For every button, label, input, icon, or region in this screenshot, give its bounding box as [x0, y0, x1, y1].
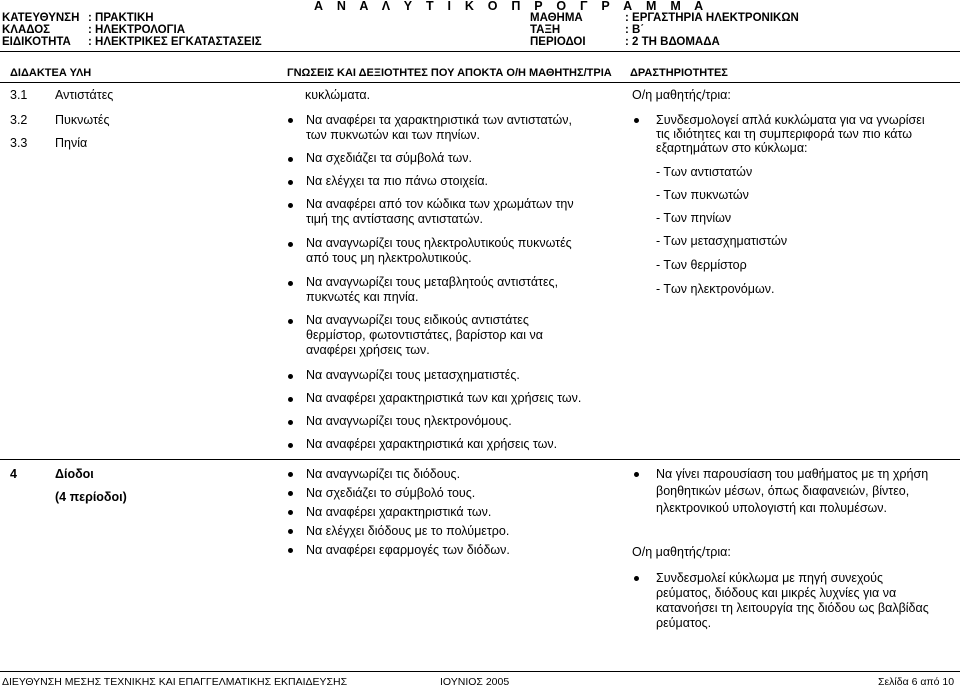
component-item: - Των αντιστατών	[656, 165, 753, 179]
section-number: 4	[10, 467, 17, 481]
bullet-icon	[288, 548, 293, 553]
table-top-rule	[0, 51, 960, 52]
skill-line: Να αναφέρει χαρακτηριστικά των και χρήσεις των.	[306, 391, 582, 405]
activity-line: βοηθητικών μέσων, όπως διαφανειών, βίντεο,	[656, 484, 910, 498]
skill-line: Να αναφέρει τα χαρακτηριστικά των αντιστατών,	[306, 113, 572, 127]
skill-line: Να αναφέρει χαρακτηριστικά και χρήσεις των.	[306, 437, 558, 451]
skill-line: Να αναγνωρίζει τους ηλεκτρολυτικούς πυκνωτές	[306, 236, 572, 250]
activity-line: Να γίνει παρουσίαση του μαθήματος με τη χρήση	[656, 467, 929, 481]
col-header-activities: ΔΡΑΣΤΗΡΙΟΤΗΤΕΣ	[630, 67, 728, 79]
header-label-course: ΜΑΘΗΜΑ	[530, 12, 583, 24]
bullet-icon	[288, 397, 293, 402]
skill-line: Να αναφέρει από τον κώδικα των χρωμάτων την	[306, 197, 574, 211]
table-header-rule	[0, 82, 960, 83]
bullet-icon	[288, 374, 293, 379]
skill-line: Να ελέγχει τα πιο πάνω στοιχεία.	[306, 174, 489, 188]
skill-line: Να σχεδιάζει τα σύμβολά των.	[306, 151, 472, 165]
bullet-icon	[288, 281, 293, 286]
header-label-class: ΤΑΞΗ	[530, 24, 561, 36]
bullet-icon	[288, 420, 293, 425]
header-value-class: : Β΄	[625, 24, 645, 36]
header-value-periods: : 2 ΤΗ ΒΔΟΜΑΔΑ	[625, 36, 720, 48]
bullet-icon	[634, 472, 639, 477]
footer-rule	[0, 671, 960, 672]
header-value-specialty: : ΗΛΕΚΤΡΙΚΕΣ ΕΓΚΑΤΑΣΤΑΣΕΙΣ	[88, 36, 262, 48]
bullet-icon	[288, 510, 293, 515]
header-value-direction: : ΠΡΑΚΤΙΚΗ	[88, 12, 154, 24]
footer-date: ΙΟΥΝΙΟΣ 2005	[440, 676, 510, 688]
header-label-branch: ΚΛΑΔΟΣ	[2, 24, 51, 36]
component-item: - Των πηνίων	[656, 211, 732, 225]
activity-line: ηλεκτρονικού υπολογιστή και πολυμέσων.	[656, 501, 888, 515]
bullet-icon	[288, 529, 293, 534]
activity-line: Συνδεσμολογεί απλά κυκλώματα για να γνωρίσει	[656, 113, 925, 127]
activity-student-label: Ο/η μαθητής/τρια:	[632, 88, 731, 102]
activity-line: Συνδεσμολεί κύκλωμα με πηγή συνεχούς	[656, 571, 884, 585]
skill-line: Να αναγνωρίζει τους ειδικούς αντιστάτες	[306, 313, 529, 327]
topic-number: 3.3	[10, 136, 28, 150]
topic-title: Πηνία	[55, 136, 88, 150]
skill-line: Να αναγνωρίζει τους ηλεκτρονόμους.	[306, 414, 512, 428]
col-header-skills: ΓΝΩΣΕΙΣ ΚΑΙ ΔΕΞΙΟΤΗΤΕΣ ΠΟΥ ΑΠΟΚΤΑ Ο/Η ΜΑΘΗΤΗΣ/ΤΡΙΑ	[287, 67, 612, 79]
skill-line: Να αναγνωρίζει τους μετασχηματιστές.	[306, 368, 520, 382]
skill-line: Να αναφέρει χαρακτηριστικά των.	[306, 505, 492, 519]
topic-number: 3.2	[10, 113, 28, 127]
bullet-icon	[288, 472, 293, 477]
section-rule	[0, 459, 960, 460]
section-title: Δίοδοι	[55, 467, 94, 481]
skill-line: Να σχεδιάζει το σύμβολό τους.	[306, 486, 476, 500]
header-label-periods: ΠΕΡΙΟΔΟΙ	[530, 36, 586, 48]
component-item: - Των θερμίστορ	[656, 258, 747, 272]
skills-continuation: κυκλώματα.	[305, 88, 371, 102]
bullet-icon	[288, 118, 293, 123]
component-item: - Των πυκνωτών	[656, 188, 749, 202]
section-periods: (4 περίοδοι)	[55, 490, 127, 504]
bullet-icon	[288, 157, 293, 162]
topic-title: Αντιστάτες	[55, 88, 114, 102]
activity-line: τις ιδιότητες και τη συμπεριφορά των πιο κάτω	[656, 127, 912, 141]
component-item: - Των ηλεκτρονόμων.	[656, 282, 775, 296]
skill-line: Να αναγνωρίζει τις διόδους.	[306, 467, 461, 481]
header-label-specialty: ΕΙΔΙΚΟΤΗΤΑ	[2, 36, 71, 48]
footer-page-number: Σελίδα 6 από 10	[878, 676, 955, 688]
bullet-icon	[288, 180, 293, 185]
component-item: - Των μετασχηματιστών	[656, 234, 788, 248]
activity-student-label: Ο/η μαθητής/τρια:	[632, 545, 731, 559]
skill-line: Να αναφέρει εφαρμογές των διόδων.	[306, 543, 510, 557]
header-value-branch: : ΗΛΕΚΤΡΟΛΟΓΙΑ	[88, 24, 186, 36]
skill-line: αναφέρει χρήσεις των.	[306, 343, 430, 357]
activity-line: ρεύματος, διόδους και μικρές λυχνίες για να	[656, 586, 897, 600]
bullet-icon	[288, 319, 293, 324]
bullet-icon	[634, 576, 639, 581]
header-label-direction: ΚΑΤΕΥΘΥΝΣΗ	[2, 12, 80, 24]
footer-department: ΔΙΕΥΘΥΝΣΗ ΜΕΣΗΣ ΤΕΧΝΙΚΗΣ ΚΑΙ ΕΠΑΓΓΕΛΜΑΤΙΚΗΣ ΕΚΠΑΙΔΕΥΣΗΣ	[2, 676, 348, 688]
skill-line: από τους μη ηλεκτρολυτικούς.	[306, 251, 472, 265]
header-value-course: : ΕΡΓΑΣΤΗΡΙΑ ΗΛΕΚΤΡΟΝΙΚΩΝ	[625, 12, 799, 24]
skill-line: των πυκνωτών και των πηνίων.	[306, 128, 480, 142]
document-title: Α Ν Α Λ Υ Τ Ι Κ Ο Π Ρ Ο Γ Ρ Α Μ Μ Α	[314, 0, 709, 13]
activity-line: ρεύματος.	[656, 616, 712, 630]
activity-line: εξαρτημάτων στο κύκλωμα:	[656, 141, 808, 155]
skill-line: πυκνωτές και πηνία.	[306, 290, 419, 304]
bullet-icon	[288, 203, 293, 208]
skill-line: Να αναγνωρίζει τους μεταβλητούς αντιστάτες,	[306, 275, 559, 289]
topic-number: 3.1	[10, 88, 28, 102]
bullet-icon	[288, 443, 293, 448]
bullet-icon	[288, 491, 293, 496]
activity-line: κατανοήσει τη λειτουργία της διόδου ως βαλβίδας	[656, 601, 929, 615]
topic-title: Πυκνωτές	[55, 113, 110, 127]
skill-line: θερμίστορ, φωτοντιστάτες, βαρίστορ και να	[306, 328, 544, 342]
bullet-icon	[288, 242, 293, 247]
skill-line: Να ελέγχει διόδους με το πολύμετρο.	[306, 524, 510, 538]
skill-line: τιμή της αντίστασης αντιστατών.	[306, 212, 483, 226]
col-header-syllabus: ΔΙΔΑΚΤΕΑ ΥΛΗ	[10, 67, 92, 79]
bullet-icon	[634, 118, 639, 123]
